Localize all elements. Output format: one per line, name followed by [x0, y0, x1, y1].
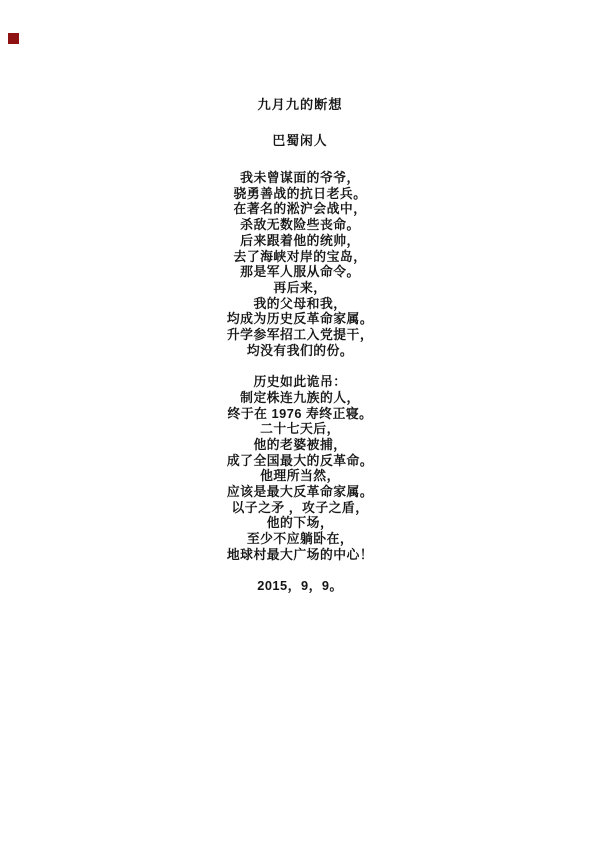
poem-line: 应该是最大反革命家属。 — [226, 484, 374, 500]
poem-line: 历史如此诡吊： — [253, 374, 347, 390]
poem-line — [0, 358, 600, 374]
poem-line: 我未曾谋面的爷爷， — [240, 170, 360, 185]
poem-line: 再后来， — [273, 279, 327, 295]
poem-line: 那是军人服从命令。 — [240, 264, 360, 280]
poem-line: 制定株连九族的人， — [240, 389, 360, 405]
poem-title: 九月九的断想 — [257, 97, 343, 112]
poem-line: 均没有我们的份。 — [246, 342, 354, 358]
poem-line: 成了全国最大的反革命。 — [226, 452, 374, 468]
red-square-marker — [8, 33, 19, 44]
poem-body — [0, 170, 600, 594]
poem-author: 巴蜀闲人 — [272, 133, 328, 148]
poem-line: 以子之矛 ，攻子之盾， — [231, 499, 369, 515]
poem-line: 骁勇善战的抗日老兵。 — [233, 185, 367, 201]
poem-line: 2015，9，9。 — [257, 578, 343, 594]
poem-line: 均成为历史反革命家属。 — [226, 311, 374, 327]
poem-line: 他的老婆被捕， — [253, 436, 347, 452]
poem-line: 升学参军招工入党提干， — [226, 327, 374, 343]
poem-line: 地球村最大广场的中心！ — [226, 546, 374, 562]
poem-document — [0, 98, 600, 594]
poem-line: 我的父母和我， — [253, 295, 347, 311]
poem-line: 二十七天后， — [260, 421, 340, 437]
poem-line: 终于在 1976 寿终正寝。 — [227, 405, 373, 421]
poem-line: 杀敌无数险些丧命。 — [240, 217, 360, 233]
poem-line: 去了海峡对岸的宝岛， — [233, 248, 367, 264]
poem-line: 他的下场， — [266, 515, 334, 531]
poem-line: 后来跟着他的统帅， — [240, 232, 360, 248]
poem-line: 他理所当然， — [260, 468, 340, 484]
poem-line: 在著名的淞沪会战中， — [233, 201, 367, 217]
poem-line: 至少不应躺卧在， — [246, 531, 354, 547]
poem-line — [0, 563, 600, 579]
